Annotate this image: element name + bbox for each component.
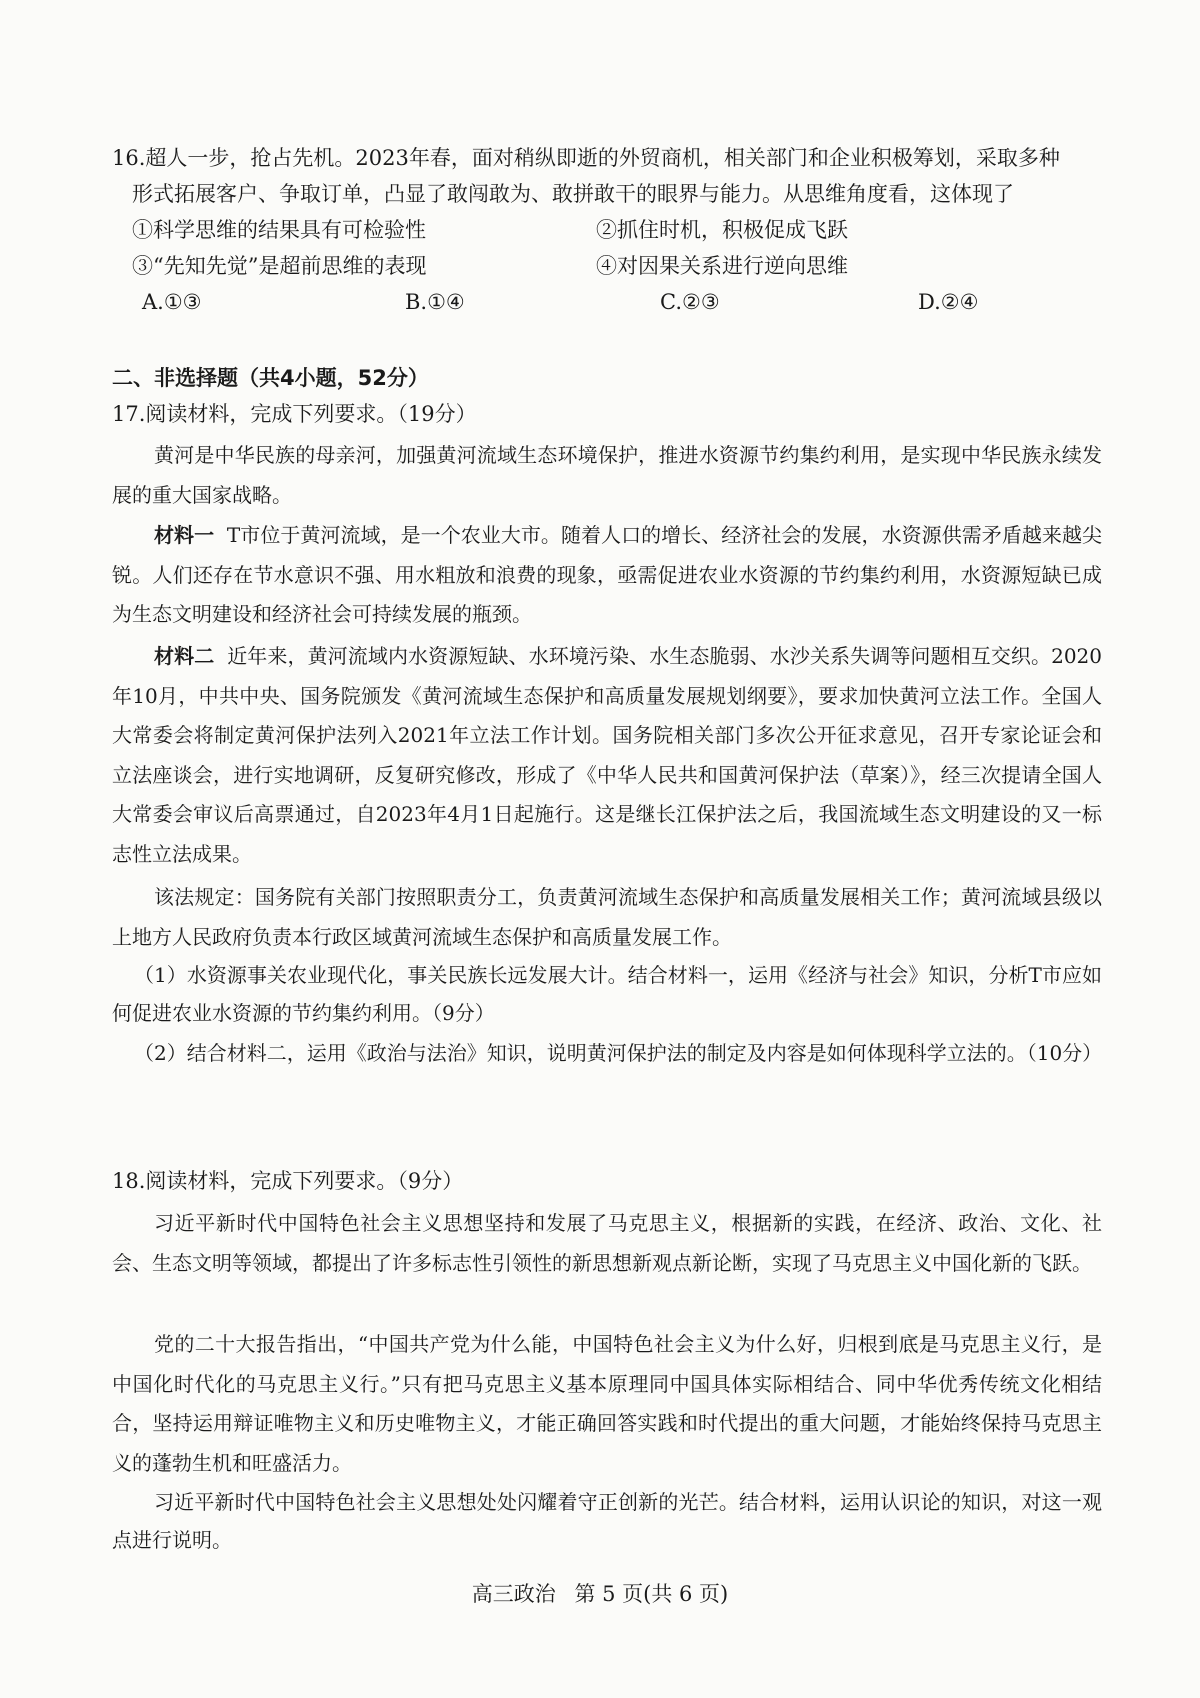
q17-material-2-law-text: 该法规定：国务院有关部门按照职责分工，负责黄河流域生态保护和高质量发展相关工作；黄河流域县级以上地方人民政府负责本行政区域黄河流域生态保护和高质量发展工作。 (112, 885, 1102, 949)
q16-answer-b: B.①④ (405, 290, 465, 314)
q18-paragraph-2-text: 党的二十大报告指出，“中国共产党为什么能，中国特色社会主义为什么好，归根到底是马克思主义行，是中国化时代化的马克思主义行。”只有把马克思主义基本原理同中国具体实际相结合、同中华优秀传统文化相结合，坚持运用辩证唯物主义和历史唯物主义，才能正确回答实践和时代提出的重大问题，才能始终保持马克思主义的蓬勃生机和旺盛活力。 (112, 1332, 1102, 1475)
q18-paragraph-1 (112, 1204, 1102, 1283)
q17-material-2-law (112, 878, 1102, 957)
q16-answer-c: C.②③ (660, 290, 720, 314)
q16-option-2: ②抓住时机，积极促成飞跃 (596, 218, 848, 242)
q16-answer-a: A.①③ (142, 290, 202, 314)
q17-material-1 (112, 516, 1102, 635)
q17-intro (112, 436, 1102, 515)
q16-answer-d: D.②④ (918, 290, 979, 314)
q17-heading: 17.阅读材料，完成下列要求。（19分） (112, 402, 477, 426)
q18-paragraph-3-text: 习近平新时代中国特色社会主义思想处处闪耀着守正创新的光芒。结合材料，运用认识论的知识，对这一观点进行说明。 (112, 1490, 1102, 1552)
q16-option-4: ④对因果关系进行逆向思维 (596, 254, 848, 278)
q17-subquestion-1-text: （1）水资源事关农业现代化，事关民族长远发展大计。结合材料一，运用《经济与社会》知识，分析T市应如何促进农业水资源的节约集约利用。（9分） (112, 963, 1102, 1025)
footer-page-number: 第 5 页(共 6 页) (574, 1582, 729, 1606)
q17-material-1-label: 材料一 (154, 523, 215, 547)
q17-intro-text: 黄河是中华民族的母亲河，加强黄河流域生态环境保护，推进水资源节约集约利用，是实现中华民族永续发展的重大国家战略。 (112, 443, 1102, 507)
q16-stem-line1: 16.超人一步，抢占先机。2023年春，面对稍纵即逝的外贸商机，相关部门和企业积极筹划，采取多种 (112, 146, 1060, 170)
q17-material-2-label: 材料二 (154, 644, 215, 668)
section-title: 二、非选择题（共4小题，52分） (112, 366, 429, 390)
q16-option-1: ①科学思维的结果具有可检验性 (132, 218, 426, 242)
q17-subquestion-2-text: （2）结合材料二，运用《政治与法治》知识，说明黄河保护法的制定及内容是如何体现科学立法的。（10分） (134, 1041, 1103, 1065)
page-footer (0, 1578, 1200, 1608)
q17-material-1-text: T市位于黄河流域，是一个农业大市。随着人口的增长、经济社会的发展，水资源供需矛盾越来越尖锐。人们还存在节水意识不强、用水粗放和浪费的现象，亟需促进农业水资源的节约集约利用，水资源短缺已成为生态文明建设和经济社会可持续发展的瓶颈。 (112, 523, 1102, 626)
q16-stem-line2: 形式拓展客户、争取订单，凸显了敢闯敢为、敢拼敢干的眼界与能力。从思维角度看，这体现了 (132, 182, 1014, 206)
q18-paragraph-1-text: 习近平新时代中国特色社会主义思想坚持和发展了马克思主义，根据新的实践，在经济、政治、文化、社会、生态文明等领域，都提出了许多标志性引领性的新思想新观点新论断，实现了马克思主义中国化新的飞跃。 (112, 1211, 1102, 1275)
question-16 (112, 140, 1102, 212)
q18-heading: 18.阅读材料，完成下列要求。（9分） (112, 1169, 464, 1193)
q18-paragraph-3 (112, 1483, 1102, 1559)
q17-subquestion-2 (112, 1034, 1102, 1072)
q17-material-2 (112, 637, 1102, 874)
q17-material-2-text: 近年来，黄河流域内水资源短缺、水环境污染、水生态脆弱、水沙关系失调等问题相互交织。2020年10月，中共中央、国务院颁发《黄河流域生态保护和高质量发展规划纲要》，要求加快黄河立法工作。全国人大常委会将制定黄河保护法列入2021年立法工作计划。国务院相关部门多次公开征求意见，召开专家论证会和立法座谈会，进行实地调研，反复研究修改，形成了《中华人民共和国黄河保护法（草案）》，经三次提请全国人大常委会审议后高票通过，自2023年4月1日起施行。这是继长江保护法之后，我国流域生态文明建设的又一标志性立法成果。 (112, 644, 1103, 866)
q17-subquestion-1 (112, 956, 1102, 1032)
q16-option-3: ③“先知先觉”是超前思维的表现 (132, 254, 427, 278)
footer-subject: 高三政治 (471, 1582, 556, 1606)
q18-paragraph-2 (112, 1325, 1102, 1483)
